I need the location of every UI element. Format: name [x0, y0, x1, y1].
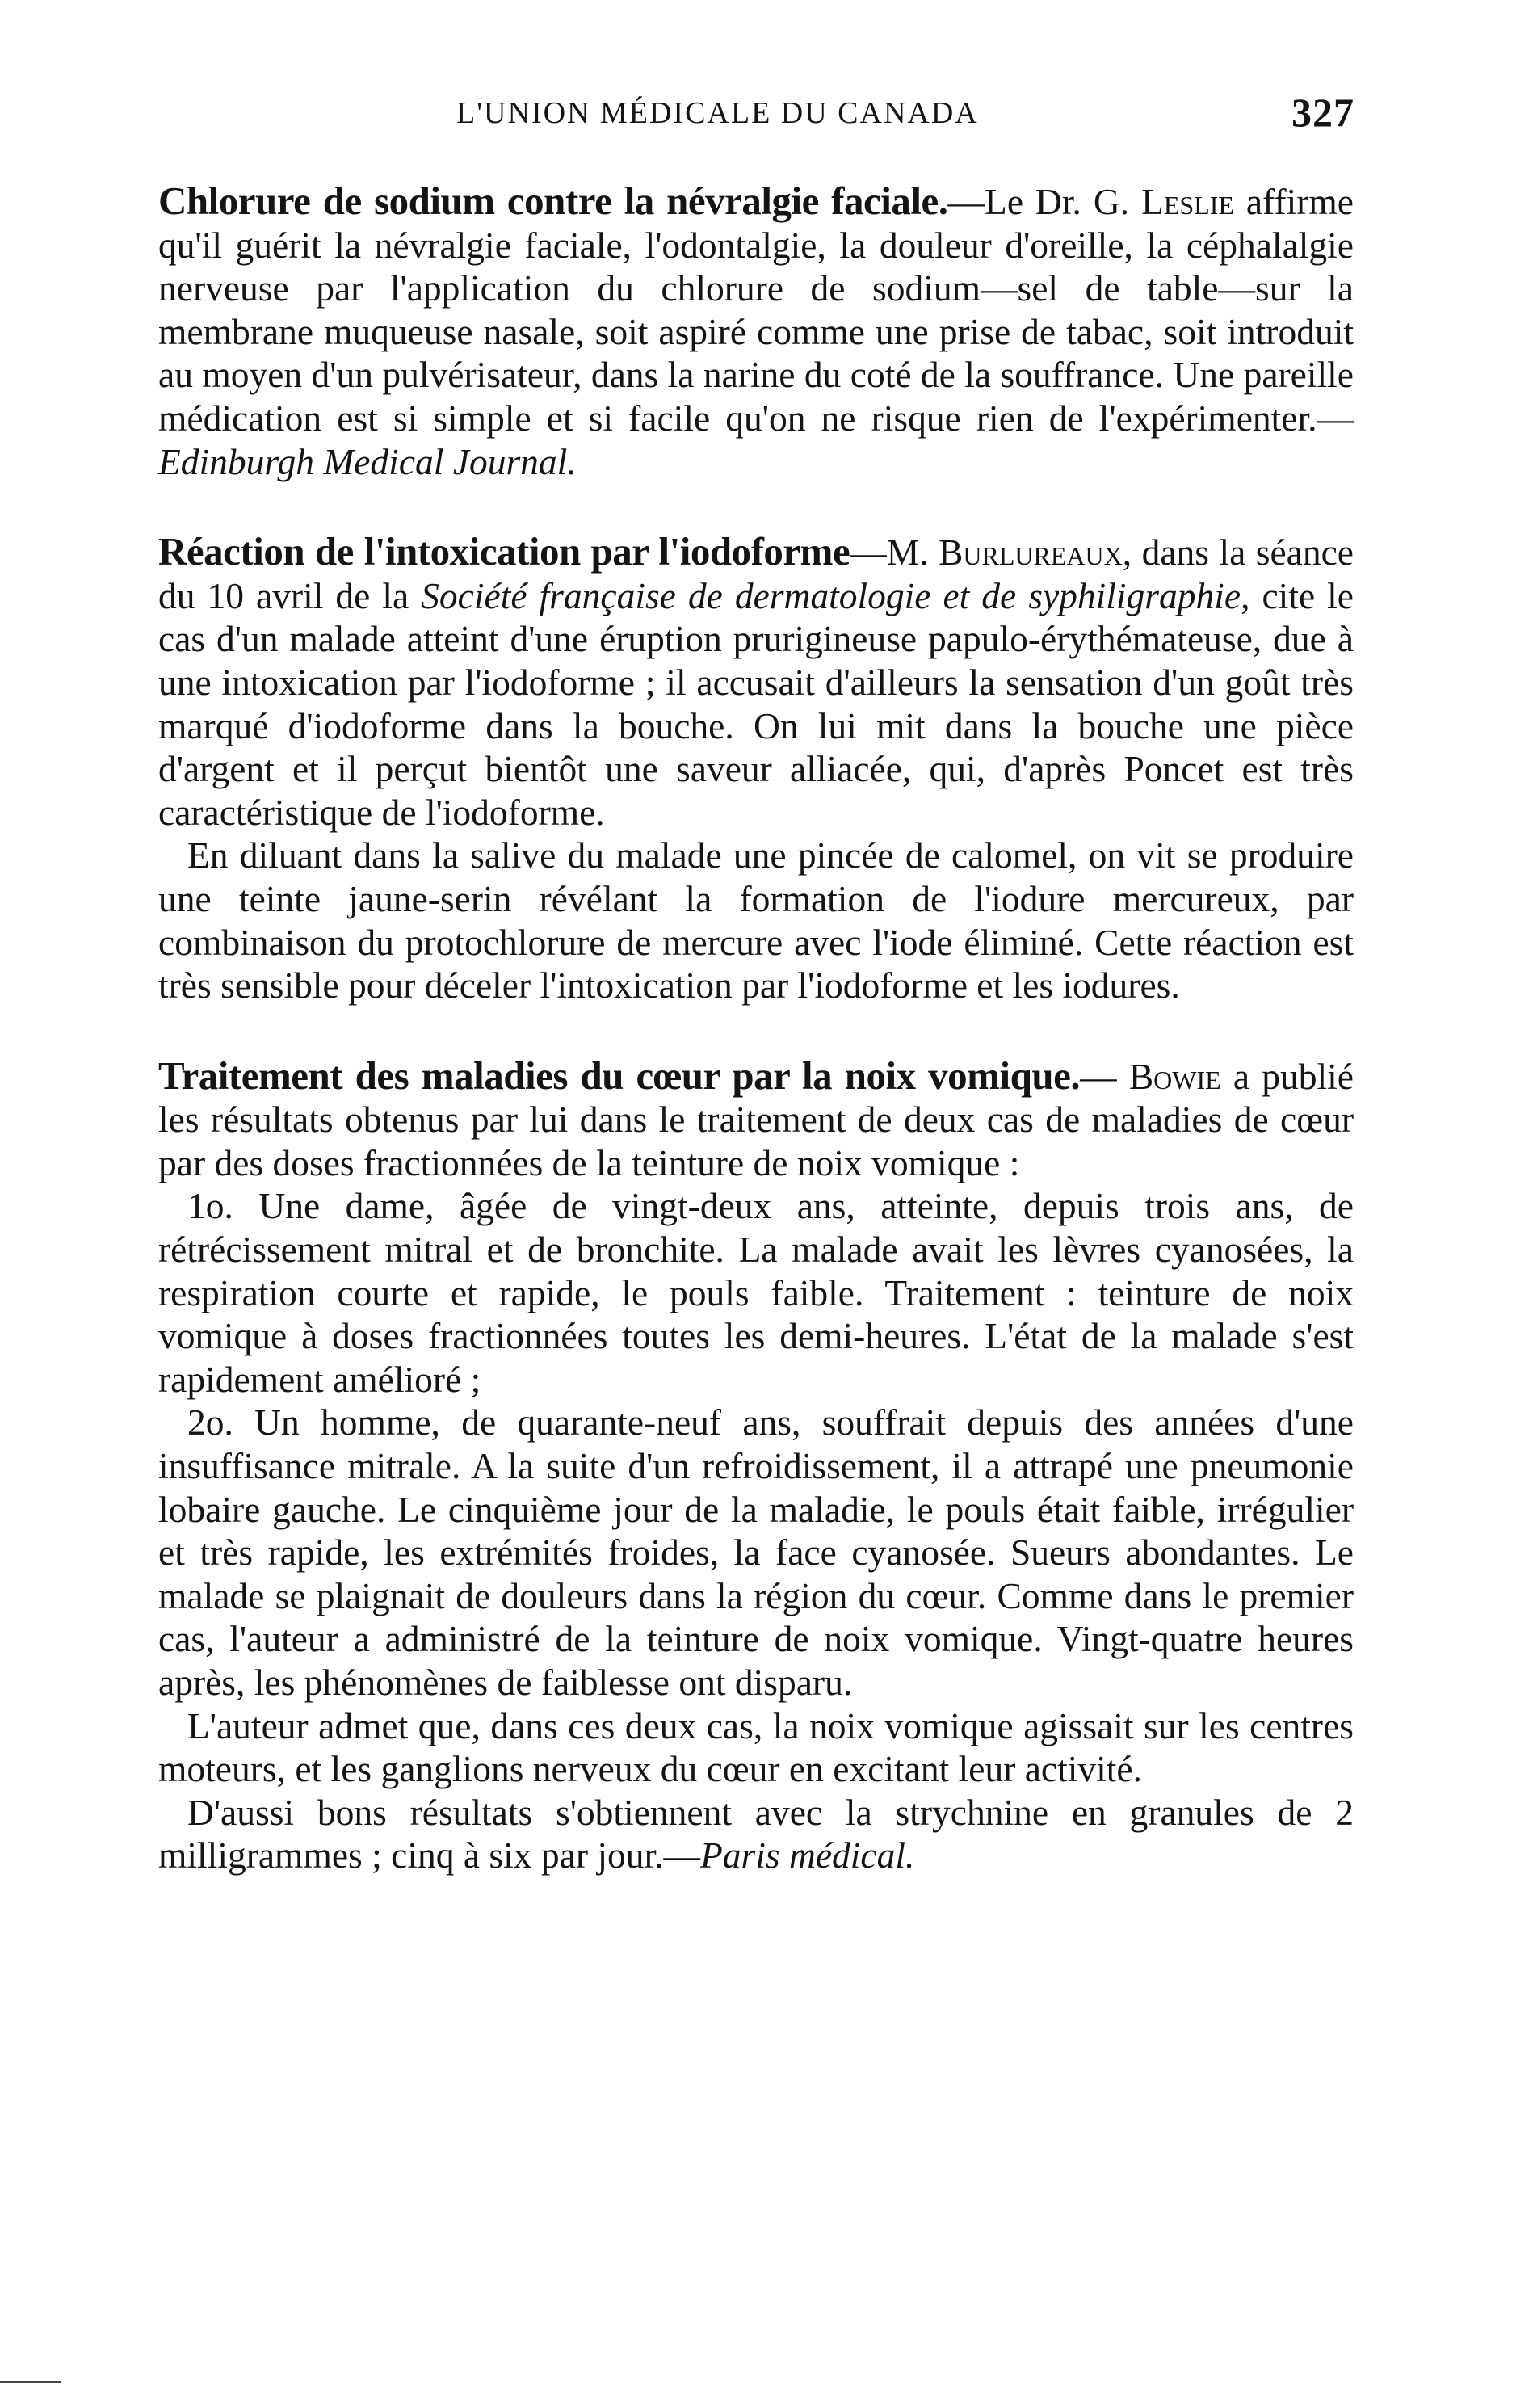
case-one-paragraph: 1o. Une dame, âgée de vingt-deux ans, atteinte, depuis trois ans, de rétrécissement mitral et de bronchite. La malade avait les lèvres cyanosées, la respiration courte et rapide, le pouls faible. Traitement : teinture de noix vomique à doses fractionnées toutes les demi-heures. L'état de la malade s'est rapidement amélioré ;: [158, 1185, 1354, 1400]
article-paragraph: [158, 1791, 1354, 1877]
paragraph-text: D'aussi bons résultats s'obtiennent avec la strychnine en granules de 2 milligrammes ; cinq à six par jour.—: [158, 1791, 1354, 1876]
article-heading: Chlorure de sodium contre la névralgie faciale.: [158, 179, 948, 223]
society-name: Société française de dermatologie et de syphiligraphie: [421, 574, 1241, 616]
paragraph-text: a publié les résultats obtenus par lui dans le traitement de deux cas de maladies de cœur par des doses fractionnées de la teinture de noix vomique :: [158, 1055, 1354, 1183]
margin-rule: [0, 2381, 61, 2383]
article-intro: —: [1080, 1055, 1129, 1097]
running-head: [456, 90, 1354, 141]
article-intro: —Le Dr. G.: [947, 181, 1142, 222]
article-heading: Traitement des maladies du cœur par la noix vomique.: [158, 1053, 1081, 1098]
journal-title: L'UNION MÉDICALE DU CANADA: [456, 96, 979, 130]
author-name: Bowie: [1128, 1055, 1221, 1097]
article-noix-vomique: [158, 1054, 1354, 1877]
author-name: Burlureaux: [939, 532, 1123, 574]
page-body: [158, 179, 1354, 1877]
paragraph-text: affirme qu'il guérit la névralgie faciale, l'odontalgie, la douleur d'oreille, la céphalalgie nerveuse par l'application du chlorure de sodium—sel de table—sur la membrane muqueuse nasale, soit aspiré comme une prise de tabac, soit introduit au moyen d'un pulvérisateur, dans la narine du coté de la souffrance. Une pareille médication est si simple et si facile qu'on ne risque rien de l'expérimenter.—: [158, 181, 1354, 439]
source-citation: Paris médical.: [700, 1834, 915, 1876]
paragraph-text: , dans la séance du 10 avril de la: [158, 532, 1354, 616]
article-reaction-iodoforme: [158, 530, 1354, 1007]
article-paragraph: En diluant dans la salive du malade une pincée de calomel, on vit se produire une teinte jaune-serin révélant la formation de l'iodure mercureux, par combinaison du protochlorure de mercure avec l'iode éliminé. Cette réaction est très sensible pour déceler l'intoxication par l'iodoforme et les iodures.: [158, 834, 1354, 1006]
article-chlorure-de-sodium: [158, 179, 1354, 483]
source-citation: Edinburgh Medical Journal.: [158, 440, 577, 482]
article-paragraph: [158, 530, 1354, 834]
paragraph-text: , cite le cas d'un malade atteint d'une éruption prurigineuse papulo-érythémateuse, due à une intoxication par l'iodoforme ; il accusait d'ailleurs la sensation d'un goût très marqué d'iodoforme dans la bouche. On lui mit dans la bouche une pièce d'argent et il perçut bientôt une saveur alliacée, qui, d'après Poncet est très caractéristique de l'iodoforme.: [158, 574, 1354, 833]
article-paragraph: [158, 179, 1354, 483]
article-paragraph: L'auteur admet que, dans ces deux cas, la noix vomique agissait sur les centres moteurs, et les ganglions nerveux du cœur en excitant leur activité.: [158, 1704, 1354, 1790]
case-two-paragraph: 2o. Un homme, de quarante-neuf ans, souffrait depuis des années d'une insuffisance mitrale. A la suite d'un refroidissement, il a attrapé une pneumonie lobaire gauche. Le cinquième jour de la maladie, le pouls était faible, irrégulier et très rapide, les extrémités froides, la face cyanosée. Sueurs abondantes. Le malade se plaignait de douleurs dans la région du cœur. Comme dans le premier cas, l'auteur a administré de la teinture de noix vomique. Vingt-quatre heures après, les phénomènes de faiblesse ont disparu.: [158, 1402, 1354, 1703]
article-heading: Réaction de l'intoxication par l'iodoforme: [158, 529, 850, 574]
article-paragraph: [158, 1054, 1354, 1185]
article-intro: —M.: [850, 532, 939, 574]
author-name: Leslie: [1141, 181, 1234, 222]
page-number: 327: [1291, 90, 1354, 135]
